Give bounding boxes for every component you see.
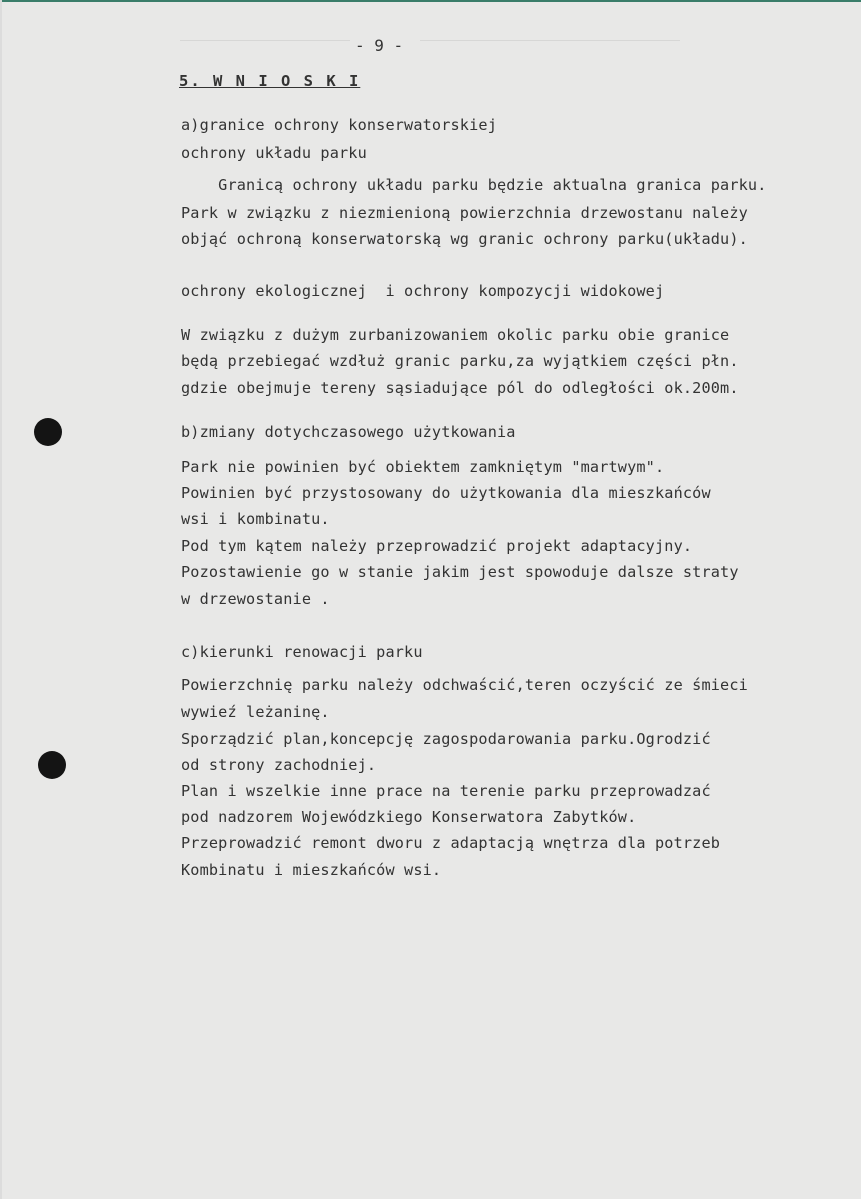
faint-rule xyxy=(420,40,680,41)
text-line: a)granice ochrony konserwatorskiej xyxy=(181,116,497,134)
punch-hole xyxy=(34,418,62,446)
text-line: Sporządzić plan,koncepcję zagospodarowania parku.Ogrodzić xyxy=(181,730,711,748)
text-line: Kombinatu i mieszkańców wsi. xyxy=(181,861,442,879)
text-line: Przeprowadzić remont dworu z adaptacją wnętrza dla potrzeb xyxy=(181,834,721,852)
text-line: c)kierunki renowacji parku xyxy=(181,643,423,661)
text-line: ochrony ekologicznej i ochrony kompozycji widokowej xyxy=(181,282,665,300)
section-heading: 5. W N I O S K I xyxy=(179,72,361,90)
text-line: Granicą ochrony układu parku będzie aktualna granica parku. xyxy=(181,176,767,194)
text-line: Plan i wszelkie inne prace na terenie parku przeprowadzać xyxy=(181,782,711,800)
page-number: - 9 - xyxy=(355,36,404,55)
text-line: objąć ochroną konserwatorską wg granic ochrony parku(układu). xyxy=(181,230,748,248)
text-line: wywieź leżaninę. xyxy=(181,703,330,721)
text-line: pod nadzorem Wojewódzkiego Konserwatora Zabytków. xyxy=(181,808,637,826)
text-line: Park nie powinien być obiektem zamkniętym "martwym". xyxy=(181,458,665,476)
text-line: Powierzchnię parku należy odchwaścić,teren oczyścić ze śmieci xyxy=(181,676,748,694)
text-line: Pozostawienie go w stanie jakim jest spowoduje dalsze straty xyxy=(181,563,739,581)
text-line: Pod tym kątem należy przeprowadzić projekt adaptacyjny. xyxy=(181,537,693,555)
faint-rule xyxy=(180,40,350,41)
text-line: W związku z dużym zurbanizowaniem okolic parku obie granice xyxy=(181,326,730,344)
text-line: będą przebiegać wzdłuż granic parku,za wyjątkiem części płn. xyxy=(181,352,739,370)
text-line: wsi i kombinatu. xyxy=(181,510,330,528)
text-line: w drzewostanie . xyxy=(181,590,330,608)
text-line: od strony zachodniej. xyxy=(181,756,377,774)
text-line: ochrony układu parku xyxy=(181,144,367,162)
punch-hole xyxy=(38,751,66,779)
text-line: Park w związku z niezmienioną powierzchnia drzewostanu należy xyxy=(181,204,748,222)
text-line: Powinien być przystosowany do użytkowania dla mieszkańców xyxy=(181,484,711,502)
text-line: gdzie obejmuje tereny sąsiadujące pól do odległości ok.200m. xyxy=(181,379,739,397)
text-line: b)zmiany dotychczasowego użytkowania xyxy=(181,423,516,441)
